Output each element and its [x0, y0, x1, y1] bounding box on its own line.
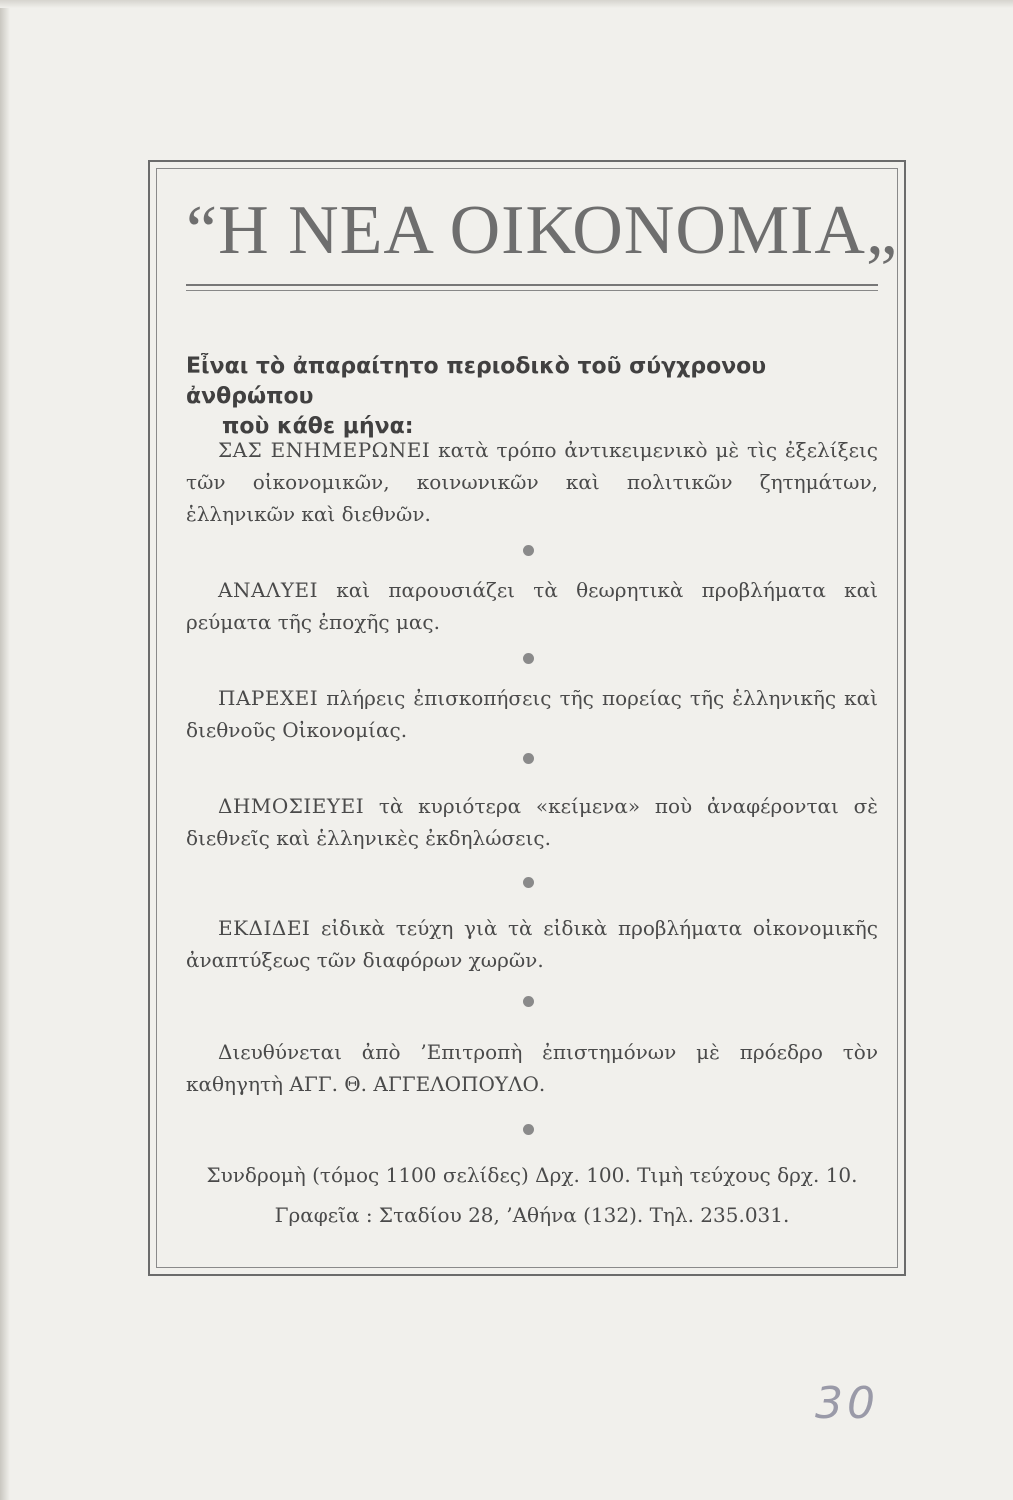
intro-line-1: Εἶναι τὸ ἀπαραίτητο περιοδικὸ τοῦ σύγχρονου ἀνθρώπου — [186, 354, 767, 409]
paragraph-issues — [186, 912, 878, 976]
bullet-dot — [523, 653, 534, 664]
intro-text — [186, 352, 886, 442]
paragraph-provides — [186, 682, 878, 746]
paragraph-lead: ΠΑΡΕΧΕΙ — [218, 686, 319, 710]
bullet-dot — [523, 996, 534, 1007]
handwritten-page-number: 30 — [815, 1378, 879, 1429]
page-shadow-top — [0, 0, 1013, 8]
paragraph-lead: ΣΑΣ ΕΝΗΜΕΡΩΝΕΙ — [218, 438, 431, 462]
paragraph-lead: ΑΝΑΛΥΕΙ — [218, 578, 319, 602]
paragraph-text: καὶ παρουσιάζει τὰ θεωρητικὰ προβλήματα καὶ ρεύματα τῆς ἐποχῆς μας. — [186, 578, 878, 634]
paragraph-text: πλήρεις ἐπισκοπήσεις τῆς πορείας τῆς ἑλληνικῆς καὶ διεθνοῦς Οἰκονομίας. — [186, 686, 878, 742]
paragraph-informs — [186, 434, 878, 530]
bullet-dot — [523, 1124, 534, 1135]
subscription-info: Συνδρομὴ (τόμος 1100 σελίδες) Δρχ. 100. Τιμὴ τεύχους δρχ. 10. — [206, 1163, 858, 1187]
paragraph-text: εἰδικὰ τεύχη γιὰ τὰ εἰδικὰ προβλήματα οἰκονομικῆς ἀναπτύξεως τῶν διαφόρων χωρῶν. — [186, 916, 878, 972]
paragraph-text: τὰ κυριότερα «κείμενα» ποὺ ἀναφέρονται σὲ διεθνεῖς καὶ ἑλληνικὲς ἐκδηλώσεις. — [186, 794, 878, 850]
paragraph-lead: ΔΗΜΟΣΙΕΥΕΙ — [218, 794, 365, 818]
paragraph-analyzes — [186, 574, 878, 638]
paragraph-text: Διευθύνεται ἀπὸ ’Επιτροπὴ ἐπιστημόνων μὲ πρόεδρο τὸν καθηγητὴ ΑΓΓ. Θ. ΑΓΓΕΛΟΠΟΥΛΟ. — [186, 1040, 878, 1096]
paragraph-publishes — [186, 790, 878, 854]
magazine-title: “Η ΝΕΑ ΟΙΚΟΝΟΜΙΑ„ — [186, 192, 899, 269]
bullet-dot — [523, 877, 534, 888]
title-rule — [186, 284, 878, 286]
paragraph-editorial-board — [186, 1036, 878, 1100]
paragraph-lead: ΕΚΔΙΔΕΙ — [218, 916, 311, 940]
paragraph-text: κατὰ τρόπο ἀντικειμενικὸ μὲ τὶς ἐξελίξεις τῶν οἰκονομικῶν, κοινωνικῶν καὶ πολιτικῶν ζητημάτων, ἑλληνικῶν καὶ διεθνῶν. — [186, 438, 878, 526]
offices-info: Γραφεῖα : Σταδίου 28, ’Αθήνα (132). Τηλ. 235.031. — [274, 1203, 790, 1227]
title-rule-thin — [186, 290, 878, 291]
bullet-dot — [523, 753, 534, 764]
intro-line-2: ποὺ κάθε μήνα: — [222, 414, 414, 439]
bullet-dot — [523, 545, 534, 556]
page-shadow-left — [0, 0, 10, 1500]
